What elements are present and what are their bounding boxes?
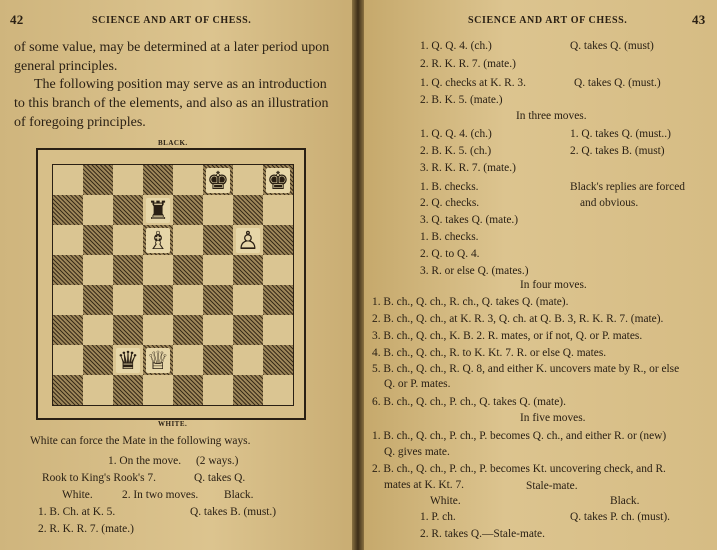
mate-intro: White can force the Mate in the following ways. (30, 435, 251, 447)
board-square (113, 195, 143, 225)
board-square (203, 225, 233, 255)
board-square (83, 315, 113, 345)
chess-board (52, 164, 294, 406)
four-moves-3: 3. B. ch., Q. ch., K. B. 2. R. mates, or if not, Q. or P. mates. (372, 330, 643, 342)
board-square (83, 345, 113, 375)
line-r8a: 1. B. checks. (420, 181, 479, 193)
on-move-ways: (2 ways.) (196, 455, 239, 467)
chess-diagram (36, 148, 306, 420)
board-label-white: WHITE. (158, 420, 188, 428)
stale-col-white: White. (430, 495, 461, 507)
board-square (203, 195, 233, 225)
para2-line3: of foregoing principles. (14, 115, 146, 130)
line-r13a: 3. R. or else Q. (mates.) (420, 265, 529, 277)
line-r3b: Q. takes Q. (must.) (574, 77, 661, 89)
chess-piece: ♛ (116, 345, 140, 375)
line-r11a: 1. B. checks. (420, 231, 479, 243)
board-square (143, 345, 173, 375)
board-square (173, 225, 203, 255)
left-running-head: SCIENCE AND ART OF CHESS. (92, 15, 252, 26)
board-square (53, 195, 83, 225)
line-r12a: 2. Q. to Q. 4. (420, 248, 480, 260)
board-square (203, 375, 233, 405)
five-moves-2a: 2. B. ch., Q. ch., P. ch., P. becomes Kt. uncovering check, and R. (372, 463, 666, 475)
board-square (173, 375, 203, 405)
board-square (263, 345, 293, 375)
para1-line1: of some value, may be determined at a later period upon (14, 40, 330, 55)
board-square (113, 225, 143, 255)
board-square (173, 315, 203, 345)
four-moves-1: 1. B. ch., Q. ch., R. ch., Q. takes Q. (mate). (372, 296, 569, 308)
two-moves-w1: 1. B. Ch. at K. 5. (38, 506, 116, 518)
two-moves-w2: 2. R. K. R. 7. (mate.) (38, 523, 134, 535)
rook-move: Rook to King's Rook's 7. (42, 472, 156, 484)
para1-line2: general principles. (14, 59, 118, 74)
right-page (364, 0, 717, 550)
chess-piece: ♕ (146, 345, 170, 375)
stale-line1b: Q. takes P. ch. (must). (570, 511, 670, 523)
board-square (233, 315, 263, 345)
board-square (173, 285, 203, 315)
board-square (173, 345, 203, 375)
board-square (263, 315, 293, 345)
board-square (53, 255, 83, 285)
line-r10a: 3. Q. takes Q. (mate.) (420, 214, 519, 226)
line-r7a: 3. R. K. R. 7. (mate.) (420, 162, 516, 174)
board-square (203, 345, 233, 375)
board-square (143, 315, 173, 345)
chess-piece: ♙ (236, 225, 260, 255)
heading-stale-mate: Stale-mate. (526, 480, 578, 492)
board-square (173, 165, 203, 195)
col-black: Black. (224, 489, 254, 501)
four-moves-5b: Q. or P. mates. (384, 378, 451, 390)
chess-piece: ♜ (146, 195, 170, 225)
line-r5b: 1. Q. takes Q. (must..) (570, 128, 671, 140)
board-square (143, 375, 173, 405)
board-square (83, 255, 113, 285)
left-page (0, 0, 352, 550)
board-square (113, 375, 143, 405)
board-square (263, 225, 293, 255)
line-r8b: Black's replies are forced (570, 181, 685, 193)
five-moves-1a: 1. B. ch., Q. ch., P. ch., P. becomes Q. ch., and either R. or (new) (372, 430, 667, 442)
heading-four-moves: In four moves. (520, 279, 587, 291)
book-gutter (352, 0, 364, 550)
stale-line2a: 2. R. takes Q.—Stale-mate. (420, 528, 545, 540)
board-square (143, 165, 173, 195)
board-square (83, 165, 113, 195)
board-square (113, 165, 143, 195)
line-r1b: Q. takes Q. (must) (570, 40, 654, 52)
board-square (263, 285, 293, 315)
chess-piece: ♗ (146, 225, 170, 255)
four-moves-6: 6. B. ch., Q. ch., P. ch., Q. takes Q. (mate). (372, 396, 566, 408)
line-r6a: 2. B. K. 5. (ch.) (420, 145, 492, 157)
board-square (53, 345, 83, 375)
board-square (233, 285, 263, 315)
board-square (233, 375, 263, 405)
board-square (263, 165, 293, 195)
board-square (263, 255, 293, 285)
four-moves-5a: 5. B. ch., Q. ch., R. Q. 8, and either K. uncovers mate by R., or else (372, 363, 680, 375)
heading-three-moves: In three moves. (516, 110, 587, 122)
stale-col-black: Black. (610, 495, 640, 507)
board-square (53, 285, 83, 315)
five-moves-1b: Q. gives mate. (384, 446, 450, 458)
board-square (173, 195, 203, 225)
chess-piece: ♚ (206, 165, 230, 195)
board-square (143, 195, 173, 225)
board-square (113, 285, 143, 315)
board-square (83, 375, 113, 405)
board-square (143, 225, 173, 255)
five-moves-2b: mates at K. Kt. 7. (384, 479, 465, 491)
right-page-number: 43 (692, 12, 706, 27)
board-square (203, 315, 233, 345)
para2-line2: to this branch of the elements, and also as an illustration (14, 96, 329, 111)
board-square (53, 225, 83, 255)
line-r9b: and obvious. (580, 197, 639, 209)
board-square (203, 165, 233, 195)
two-moves-heading: 2. In two moves. (122, 489, 199, 501)
four-moves-2: 2. B. ch., Q. ch., at K. R. 3, Q. ch. at Q. B. 3, R. K. R. 7. (mate). (372, 313, 664, 325)
board-square (113, 345, 143, 375)
board-square (53, 315, 83, 345)
para2-line1: The following position may serve as an introduction (34, 77, 327, 92)
board-square (203, 255, 233, 285)
line-r4a: 2. B. K. 5. (mate.) (420, 94, 503, 106)
board-square (53, 165, 83, 195)
board-square (143, 285, 173, 315)
board-square (263, 375, 293, 405)
board-square (173, 255, 203, 285)
board-square (233, 165, 263, 195)
board-square (233, 195, 263, 225)
heading-five-moves: In five moves. (520, 412, 586, 424)
board-square (233, 345, 263, 375)
board-label-black: BLACK. (158, 139, 188, 147)
board-square (83, 225, 113, 255)
board-square (113, 315, 143, 345)
board-square (83, 195, 113, 225)
four-moves-4: 4. B. ch., Q. ch., R. to K. Kt. 7. R. or else Q. mates. (372, 347, 607, 359)
board-square (233, 255, 263, 285)
rook-reply: Q. takes Q. (194, 472, 246, 484)
board-square (203, 285, 233, 315)
right-running-head: SCIENCE AND ART OF CHESS. (468, 15, 628, 26)
board-square (83, 285, 113, 315)
board-square (263, 195, 293, 225)
col-white: White. (62, 489, 93, 501)
two-moves-b1: Q. takes B. (must.) (190, 506, 277, 518)
line-r1a: 1. Q. Q. 4. (ch.) (420, 40, 492, 52)
line-r2a: 2. R. K. R. 7. (mate.) (420, 58, 516, 70)
chess-piece: ♚ (266, 165, 290, 195)
line-r9a: 2. Q. checks. (420, 197, 480, 209)
board-square (143, 255, 173, 285)
board-square (233, 225, 263, 255)
board-square (53, 375, 83, 405)
line-r3a: 1. Q. checks at K. R. 3. (420, 77, 526, 89)
board-square (113, 255, 143, 285)
on-move-heading: 1. On the move. (108, 455, 182, 467)
line-r6b: 2. Q. takes B. (must) (570, 145, 665, 157)
left-page-number: 42 (10, 12, 24, 27)
stale-line1a: 1. P. ch. (420, 511, 456, 523)
line-r5a: 1. Q. Q. 4. (ch.) (420, 128, 492, 140)
